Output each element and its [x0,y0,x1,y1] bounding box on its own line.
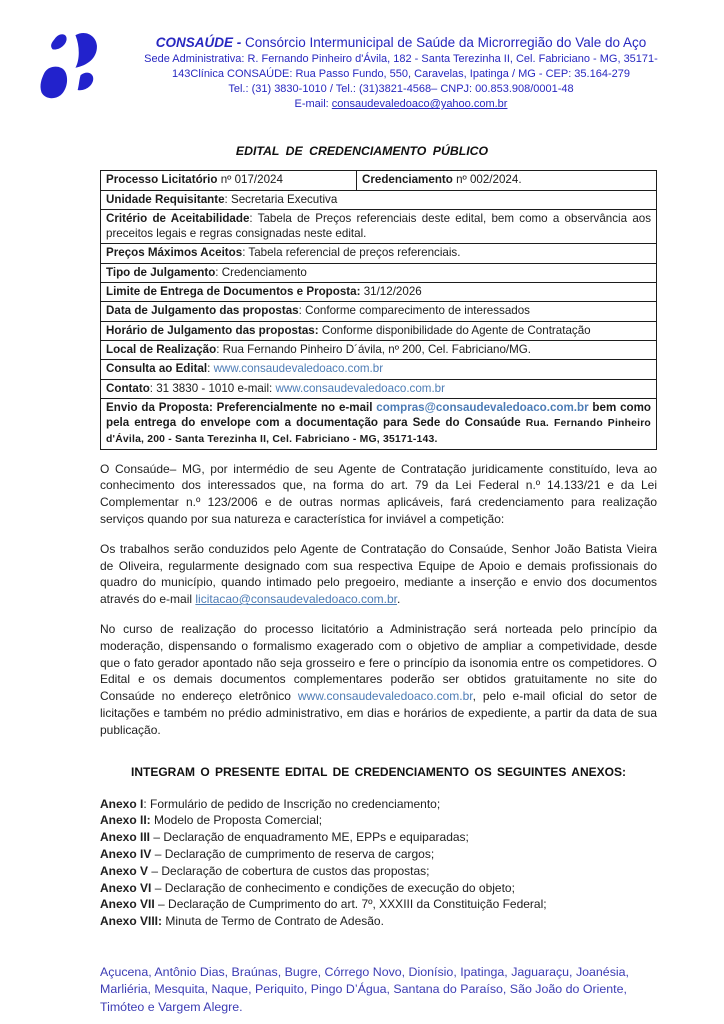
paragraph-text: . [397,592,401,607]
org-name: CONSAÚDE - [155,35,242,50]
annex-text: – Declaração de enquadramento ME, EPPs e equiparadas; [150,830,469,845]
table-row-data-julgamento [101,302,657,321]
contato-label: Contato [106,381,150,395]
horario-julgamento-cell [101,321,657,340]
table-row-limite-entrega [101,283,657,302]
org-title [108,34,694,52]
envio-text-mid: bem como pela entrega do envelope com a documentação para Sede do Consaúde [106,400,652,430]
row-value: 31/12/2026 [360,285,422,299]
credenciamento-label: Credenciamento [362,173,453,187]
row-value: : Tabela referencial de preços referenciais. [242,246,461,260]
row-label: Tipo de Julgamento [106,265,216,279]
edital-info-table [100,170,657,449]
document-body [100,170,657,1016]
annex-text: – Declaração de cumprimento de reserva de cargos; [151,846,435,861]
paragraph-text: Os trabalhos serão conduzidos pelo Agente de Contratação do Consaúde, Senhor João Batista Vieira de Oliveira, regularmente designado com sua respectiva Equipe de Apoio e demais profissionais do quadro do município, quando intimado pelo pregoeiro, mediante a inserção e envio dos documentos através do e-mail [100,541,657,607]
annex-label: Anexo VIII: [100,914,163,929]
processo-value: nº 017/2024 [217,173,283,187]
table-row-horario-julgamento [101,321,657,340]
annex-label: Anexo I [100,796,144,811]
paragraph-text: , pelo e-mail oficial do setor de licitações e também no prédio administrativo, em dias e horários de expediente, a partir da data de sua publicação. [100,689,658,737]
row-label: Limite de Entrega de Documentos e Proposta: [106,285,361,299]
local-realizacao-cell [101,340,657,359]
consaude-logo-icon [34,30,108,104]
envio-email-link[interactable]: compras@consaudevaledoaco.com.br [376,400,589,414]
row-label: Critério de Aceitabilidade [106,211,250,225]
org-address-line1: Sede Administrativa: R. Fernando Pinheiro d'Ávila, 182 - Santa Terezinha II, Cel. Fabriciano - MG, 35171- [144,52,658,65]
row-label: Horário de Julgamento das propostas: [106,323,319,337]
consulta-edital-link[interactable]: www.consaudevaledoaco.com.br [213,362,384,376]
annex-text: Modelo de Proposta Comercial; [150,813,323,828]
annex-list [100,796,657,930]
paragraph-intro: O Consaúde– MG, por intermédio de seu Agente de Contratação juridicamente constituído, leva ao conhecimento dos interessados que, na forma do art. 79 da Lei Federal n.º 14.133/21 e da Lei Complementar n.º 123/2006 e de outras normas aplicáveis, fará credenciamento para realização serviços quando por sua natureza e característica for inviável a competição: [100,461,657,526]
annex-label: Anexo V [100,863,149,878]
row-value: : Secretaria Executiva [224,192,338,206]
site-link[interactable]: www.consaudevaledoaco.com.br [297,689,473,704]
row-label: Local de Realização [106,342,217,356]
credenciamento-value: nº 002/2024. [452,173,522,187]
consulta-separator: : [207,362,214,376]
annex-item-4 [100,846,657,863]
table-row-envio-proposta [101,398,657,449]
envio-text-pre: Envio da Proposta: Preferencialmente no e-mail [106,400,377,414]
table-row-precos [101,244,657,263]
annex-text: – Declaração de conhecimento e condições de execução do objeto; [151,880,515,895]
licitacao-email-link[interactable]: licitacao@consaudevaledoaco.com.br [195,592,398,607]
annex-item-2 [100,812,657,829]
annex-section-heading: INTEGRAM O PRESENTE EDITAL DE CREDENCIAMENTO OS SEGUINTES ANEXOS: [131,764,626,779]
tipo-julgamento-cell [101,263,657,282]
annex-label: Anexo II: [100,813,151,828]
consaude-logo-icon [34,30,108,104]
row-label: Unidade Requisitante [106,192,225,206]
table-row-tipo-julgamento [101,263,657,282]
table-row-processo [101,171,657,190]
contato-cell [101,379,657,398]
page-title: EDITAL DE CREDENCIAMENTO PÚBLICO [235,144,489,159]
org-description: Consórcio Intermunicipal de Saúde da Microrregião do Vale do Aço [241,35,647,50]
paragraph-trabalhos [100,541,657,608]
paragraph-curso [100,621,657,739]
row-value: : Conforme comparecimento de interessados [298,304,530,318]
table-row-unidade [101,190,657,209]
paragraph-text: No curso de realização do processo licitatório a Administração será norteada pelo princípio da moderação, dispensando o formalismo exagerado com o objetivo de ampliar a competividade, desde que o fato gerador apontado não seja grosseiro e fere o princípio da isonomia entre os competidores. O Edital e os demais documentos complementares poderão ser obtidos gratuitamente no site do Consaúde no endereço eletrônico [100,621,657,704]
table-row-local-realizacao [101,340,657,359]
contato-site-link[interactable]: www.consaudevaledoaco.com.br [275,381,445,395]
letterhead-text [108,30,694,112]
letterhead [0,0,724,112]
envio-proposta-cell [101,398,657,449]
email-label: E-mail: [294,98,332,111]
processo-cell [101,171,357,190]
row-value: : Rua Fernando Pinheiro D´ávila, nº 200, Cel. Fabriciano/MG. [216,342,532,356]
row-label: Preços Máximos Aceitos [106,246,243,260]
table-row-contato [101,379,657,398]
annex-text: Minuta de Termo de Contrato de Adesão. [162,914,384,929]
annex-label: Anexo VI [100,880,152,895]
processo-label: Processo Licitatório [106,173,218,187]
table-row-consulta [101,360,657,379]
org-phone-line: Tel.: (31) 3830-1010 / Tel.: (31)3821-4568– CNPJ: 00.853.908/0001-48 [228,82,574,95]
annex-item-5 [100,863,657,880]
footer-municipalities: Açucena, Antônio Dias, Braúnas, Bugre, Córrego Novo, Dionísio, Ipatinga, Jaguaraçu, Joanésia, Marliéria, Mesquita, Naque, Periquito, Pingo D’Água, Santana do Paraíso, São João do Oriente, Timóteo e Vargem Alegre. [100,964,629,1014]
annex-item-7 [100,896,657,913]
data-julgamento-cell [101,302,657,321]
credenciamento-cell [357,171,657,190]
contato-value: : 31 3830 - 1010 e-mail: [149,381,276,395]
annex-item-3 [100,829,657,846]
annex-label: Anexo III [100,830,151,845]
annex-item-8 [100,913,657,930]
limite-entrega-cell [101,283,657,302]
annex-item-1 [100,796,657,813]
row-value: Conforme disponibilidade do Agente de Contratação [318,323,591,337]
annex-label: Anexo VII [100,897,155,912]
table-row-criterio [101,209,657,244]
consulta-cell [101,360,657,379]
row-value: : Credenciamento [215,265,307,279]
annex-text: – Declaração de Cumprimento do art. 7º, XXXIII da Constituição Federal; [154,897,547,912]
envio-address: Rua. Fernando Pinheiro d'Ávila, 200 - Santa Terezinha II, Cel. Fabriciano - MG, 35171-143. [106,418,651,445]
org-email-line [108,97,694,112]
precos-cell [101,244,657,263]
annex-label: Anexo IV [100,846,152,861]
unidade-cell [101,190,657,209]
row-label: Data de Julgamento das propostas [106,304,299,318]
org-email-link[interactable]: consaudevaledoaco@yahoo.com.br [331,98,508,111]
criterio-cell [101,209,657,244]
annex-item-6 [100,880,657,897]
annex-text: – Declaração de cobertura de custos das propostas; [148,863,430,878]
org-address-line2: 143Clínica CONSAÚDE: Rua Passo Fundo, 550, Caravelas, Ipatinga / MG - CEP: 35.164-279 [172,67,630,80]
annex-text: : Formulário de pedido de Inscrição no credenciamento; [143,796,441,811]
consulta-label: Consulta ao Edital [106,362,208,376]
row-value: : Tabela de Preços referenciais deste edital, bem como a observância aos preceitos legais e regras consignadas neste edital. [106,211,652,241]
